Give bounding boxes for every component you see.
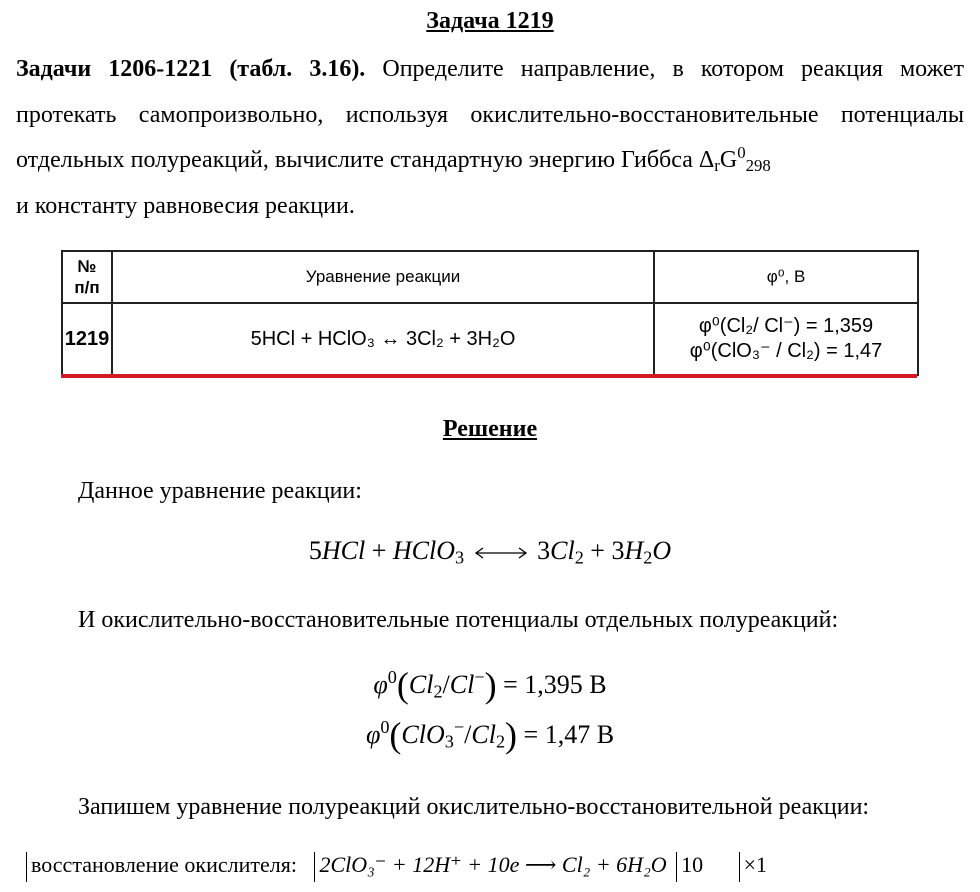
potential-2-value: = 1,47 В [523,720,615,749]
solution-heading: Решение [442,416,538,442]
row-equation: 5HCl + HClO₃ ↔ 3Cl₂ + 3H₂O [112,303,654,375]
gibbs-subscript-298: 298 [745,156,771,176]
potential-2: φ⁰(ClO₃⁻ / Cl₂) = 1,47 [689,340,883,362]
table-header-row [62,251,918,303]
header-potential: φ⁰, В [654,251,918,303]
row-number: 1219 [62,303,112,375]
reaction-equation: 5HCl + HClO$_3$ $3Cl_2 + 3H_2O$ [308,536,672,568]
potential-equation-1: $\varphi^0(Cl_2/Cl^-) = 1,395$ В [373,665,607,705]
table-accent-line [61,374,917,378]
half-reaction-row [22,852,980,892]
half-reaction-equation: 2ClO₃⁻ + 12H⁺ + 10e ⟶ Cl₂ + 6H₂O [319,852,667,877]
task-table [61,250,917,376]
potential-1-value: = 1,395 В [503,670,607,699]
task-text: Определите направление, в котором реакция может протекать самопроизвольно, используя окислительно-восстановительные потенциалы отдельных полуреакций, вычислите стандартную энергию Гиббса Δ [16,56,964,173]
half-reaction-label: восстановление окислителя: [31,852,297,877]
task-text-last-line: и константу равновесия реакции. [16,192,355,219]
solution-paragraph-1: Данное уравнение реакции: [78,478,362,504]
double-arrow-icon [473,546,529,560]
header-number: № п/п [62,251,112,303]
task-range-label: Задачи 1206-1221 (табл. 3.16). [16,56,366,82]
potential-1: φ⁰(Cl₂/ Cl⁻) = 1,359 [698,315,874,337]
solution-paragraph-2: И окислительно-восстановительные потенциалы отдельных полуреакций: [78,607,839,633]
gibbs-superscript-0: 0 [737,142,746,162]
header-equation: Уравнение реакции [112,251,654,303]
multiplier: ×1 [743,852,768,877]
task-statement [16,47,964,229]
gibbs-subscript-r: r [714,156,720,176]
table-row [62,303,918,375]
gibbs-g: G [719,147,738,173]
page-title: Задача 1219 [426,8,554,34]
electron-count: 10 [681,852,704,877]
row-potentials [654,303,918,375]
potential-equation-2: $\varphi^0(ClO_3^-/Cl_2) = 1,47$ В [365,715,615,755]
solution-paragraph-3: Запишем уравнение полуреакций окислительно-восстановительной реакции: [78,794,870,820]
